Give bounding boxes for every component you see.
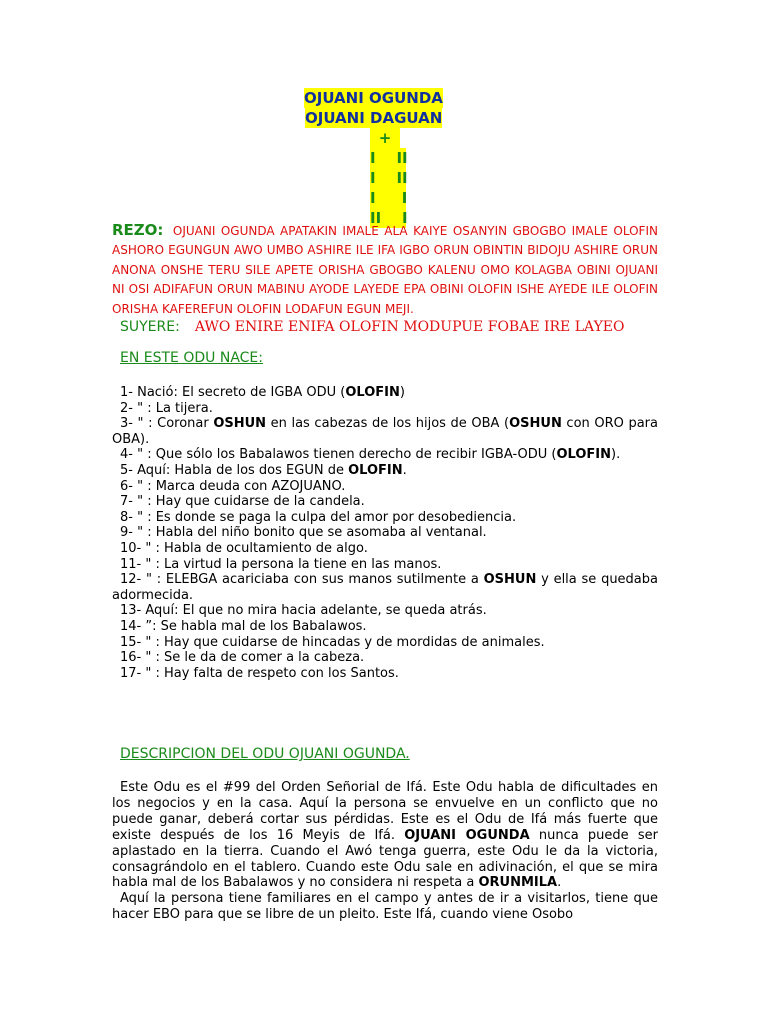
suyere-line: [120, 316, 625, 335]
text-segment: 13- Aquí: El que no mira hacia adelante, se queda atrás.: [120, 603, 487, 619]
nace-list-item: [112, 572, 658, 603]
nace-list-item: [112, 479, 658, 495]
nace-list-item: [112, 463, 658, 479]
text-segment: y ella se quedaba adormecida.: [112, 572, 658, 603]
text-segment: 5- Aquí: Habla de los dos EGUN de: [120, 462, 349, 478]
odu-sign-row-1: I II: [370, 149, 408, 167]
odu-sign-plus: +: [370, 128, 400, 148]
nace-list-item: [112, 385, 658, 401]
nace-list-item: [112, 525, 658, 541]
description-block: [112, 780, 658, 923]
text-segment: .: [402, 462, 407, 478]
text-segment: 1- Nació: El secreto de IGBA ODU (: [120, 385, 346, 400]
nace-list-item: [112, 619, 658, 635]
rezo-label: REZO:: [112, 221, 164, 239]
suyere-label: SUYERE:: [120, 319, 180, 335]
bold-term: OLOFIN: [348, 462, 403, 478]
text-segment: ): [399, 385, 405, 400]
text-segment: 2- " : La tijera.: [120, 400, 213, 416]
nace-list-item: [112, 401, 658, 417]
odu-sign-row-4: II I: [370, 209, 408, 227]
nace-list-item: [112, 447, 658, 463]
text-segment: con ORO para OBA).: [112, 416, 658, 447]
bold-term: OSHUN: [213, 416, 267, 432]
text-segment: 15- " : Hay que cuidarse de hincadas y de mordidas de animales.: [120, 634, 545, 650]
odu-sign-row-3: I I: [370, 189, 408, 207]
nace-list-item: [112, 603, 658, 619]
nace-heading: EN ESTE ODU NACE:: [120, 350, 263, 366]
nace-list: [112, 385, 658, 681]
text-segment: 16- " : Se le da de comer a la cabeza.: [120, 650, 365, 666]
text-segment: 17- " : Hay falta de respeto con los Santos.: [120, 665, 399, 681]
nace-list-item: [112, 557, 658, 573]
nace-list-item: [112, 510, 658, 526]
text-segment: 8- " : Es donde se paga la culpa del amor por desobediencia.: [120, 509, 517, 525]
description-heading: DESCRIPCION DEL ODU OJUANI OGUNDA.: [120, 746, 410, 762]
text-segment: 6- " : Marca deuda con AZOJUANO.: [120, 478, 346, 494]
nace-list-item: [112, 666, 658, 682]
description-paragraph: [112, 780, 658, 891]
text-segment: 10- " : Habla de ocultamiento de algo.: [120, 540, 368, 556]
nace-list-item: [112, 494, 658, 510]
bold-term: OSHUN: [483, 572, 537, 588]
nace-list-item: [112, 650, 658, 666]
text-segment: 12- " : ELEBGA acariciaba con sus manos sutilmente a: [120, 572, 484, 588]
odu-sign-row-2: I II: [370, 169, 408, 187]
text-segment: .: [557, 875, 562, 891]
rezo-paragraph: [112, 221, 658, 319]
text-segment: 3- " : Coronar: [120, 416, 214, 432]
bold-term: OJUANI OGUNDA: [404, 827, 530, 843]
suyere-text: AWO ENIRE ENIFA OLOFIN MODUPUE FOBAE IRE LAYEO: [194, 319, 625, 335]
text-segment: 4- " : Que sólo los Babalawos tienen derecho de recibir IGBA-ODU (: [120, 447, 557, 463]
text-segment: Aquí la persona tiene familiares en el campo y antes de ir a visitarlos, tiene que hacer EBO para que se libre de un pleito. Este Ifá, cuando viene Osobo: [112, 891, 658, 923]
odu-title-line-1: OJUANI OGUNDA: [304, 89, 443, 107]
text-segment: en las cabezas de los hijos de OBA (: [266, 416, 510, 432]
description-paragraph: [112, 891, 658, 923]
nace-list-item: [112, 541, 658, 557]
bold-term: ORUNMILA: [478, 875, 558, 891]
bold-term: OSHUN: [509, 416, 562, 432]
text-segment: 9- " : Habla del niño bonito que se asomaba al ventanal.: [120, 525, 487, 541]
rezo-text: OJUANI OGUNDA APATAKIN IMALE ALA KAIYE OSANYIN GBOGBO IMALE OLOFIN ASHORO EGUNGUN AWO UMBO ASHIRE ILE IFA IGBO ORUN OBINTIN BIDOJU ASHIRE ORUN ANONA ONSHE TERU SILE APETE ORISHA GBOGBO KALENU OMO KOLAGBA OBINI OJUANI NI OSI ADIFAFUN ORUN MABINU AYODE LAYEDE EPA OBINI OLOFIN ISHE AYEDE ILE OLOFIN ORISHA KAFEREFUN OLOFIN LODAFUN EGUN MEJI.: [112, 224, 658, 316]
odu-title-line-2: OJUANI DAGUAN: [305, 109, 443, 127]
text-segment: 7- " : Hay que cuidarse de la candela.: [120, 494, 365, 510]
text-segment: ).: [611, 447, 621, 463]
bold-term: OLOFIN: [345, 385, 400, 400]
nace-list-item: [112, 416, 658, 447]
bold-term: OLOFIN: [556, 447, 612, 463]
text-segment: 11- " : La virtud la persona la tiene en las manos.: [120, 556, 442, 572]
nace-list-item: [112, 635, 658, 651]
text-segment: 14- ”: Se habla mal de los Babalawos.: [120, 618, 367, 634]
text-segment: nunca puede ser aplastado en la tierra. Cuando el Awó tenga guerra, este Odu le da la victoria, consagrándolo en el tablero. Cuando este Odu sale en adivinación, el que se mira habla mal de los Babalawos y no considera ni respeta a: [112, 827, 658, 891]
text-segment: Este Odu es el #99 del Orden Señorial de Ifá. Este Odu habla de dificultades en los negocios y en la casa. Aquí la persona se envuelve en un conflicto que no puede ganar, deberá cortar sus pérdidas. Este es el Odu de Ifá más fuerte que existe después de los 16 Meyis de Ifá.: [112, 780, 658, 843]
